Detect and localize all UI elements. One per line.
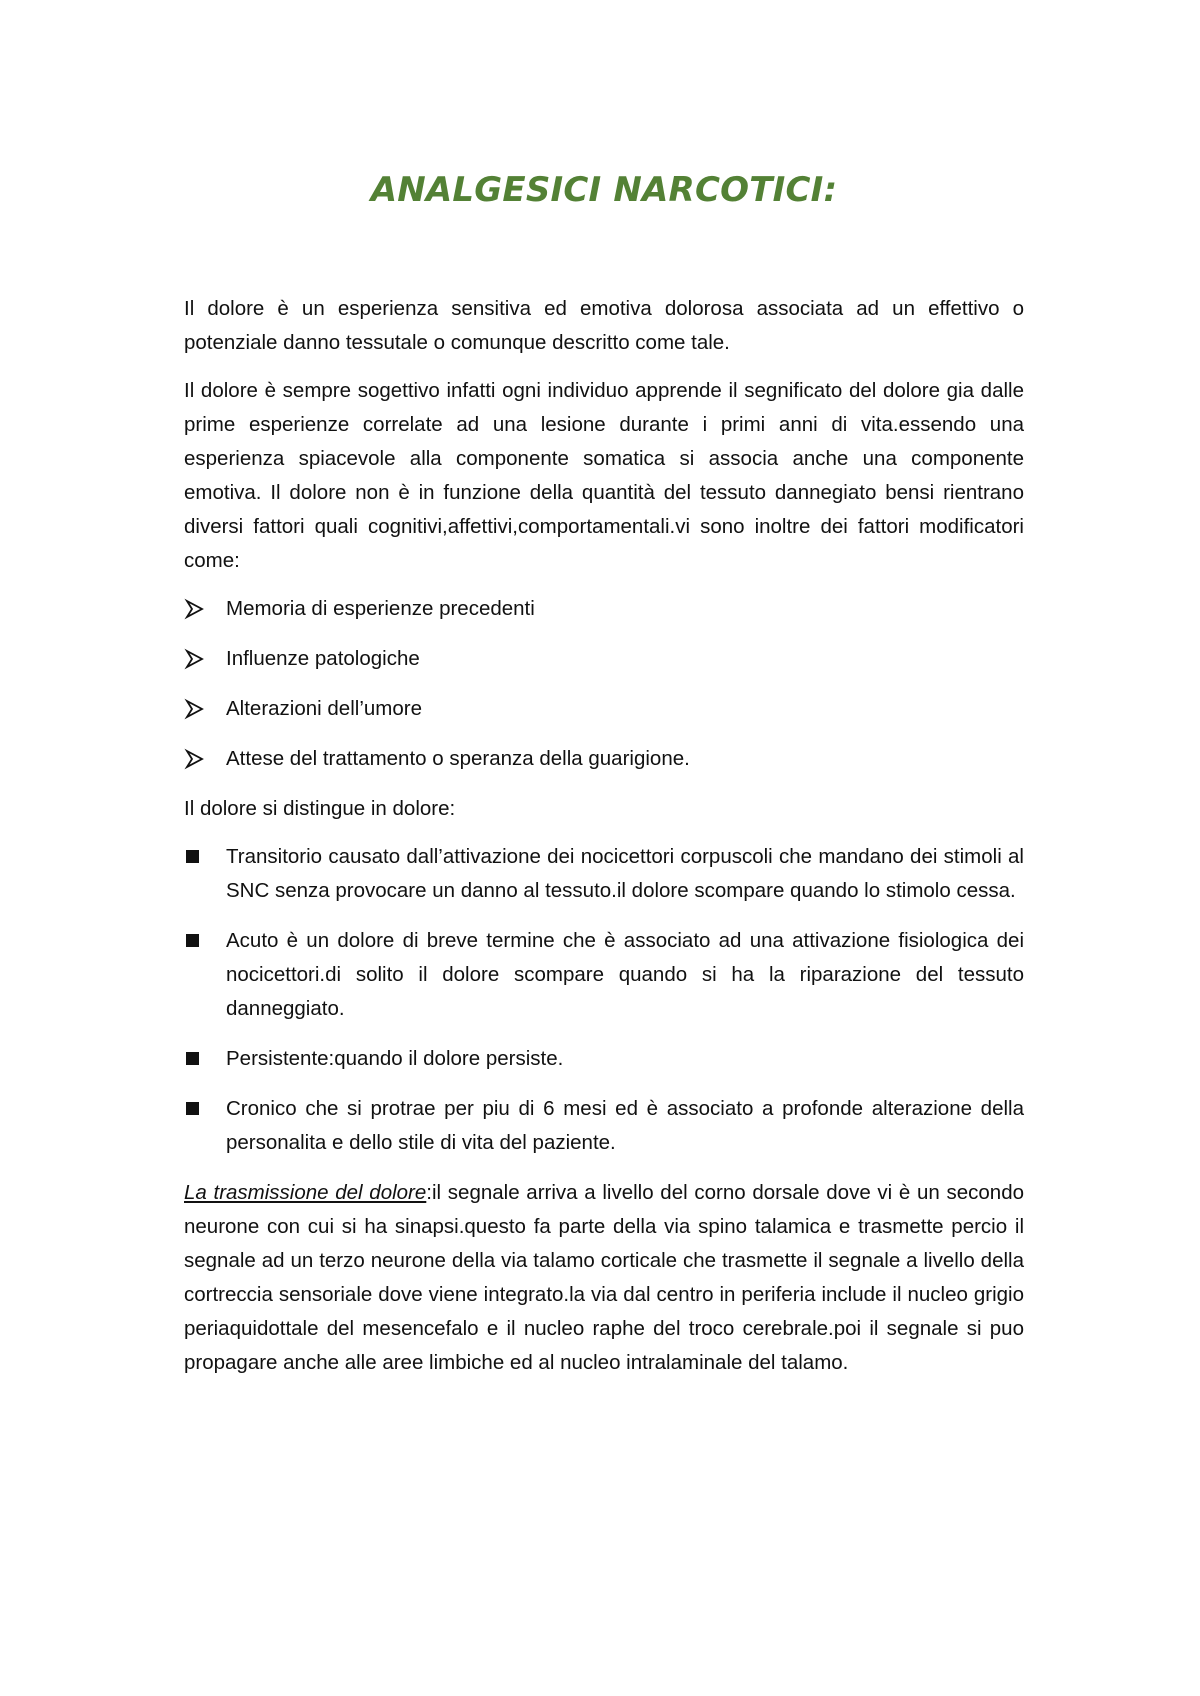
document-title: ANALGESICI NARCOTICI: [370,170,838,210]
list-item [184,840,1024,908]
list-item-text: Influenze patologiche [226,647,420,670]
transmission-text: :il segnale arriva a livello del corno dorsale dove vi è un secondo neurone con cui si ha sinapsi.questo fa parte della via spino talamica e trasmette percio il segnale ad un terzo neurone della via talamo corticale che trasmette il segnale a livello della cortreccia sensoriale dove viene integrato.la via dal centro in periferia include il nucleo grigio periaquidottale del mesencefalo e il nucleo raphe del troco cerebrale.poi il segnale si puo propagare anche alle aree limbiche ed al nucleo intralaminale del talamo. [184,1181,1025,1374]
arrowhead-bullet-icon [184,642,208,676]
list-item [184,1042,1024,1076]
list-item [184,592,1024,626]
square-bullet-icon [186,1102,199,1115]
list-item-text: Attese del trattamento o speranza della guarigione. [226,747,690,770]
list-item-text: Memoria di esperienze precedenti [226,597,535,620]
second-paragraph: Il dolore è sempre sogettivo infatti ogni individuo apprende il segnificato del dolore gia dalle prime esperienze correlate ad una lesione durante i primi anni di vita.essendo una esperienza spiacevole alla componente somatica si associa anche una componente emotiva. Il dolore non è in funzione della quantità del tessuto dannegiato bensi rientrano diversi fattori quali cognitivi,affettivi,comportamentali.vi sono inoltre dei fattori modificatori come: [184,379,1024,572]
distinction-intro: Il dolore si distingue in dolore: [184,797,456,820]
square-bullet-icon [186,934,199,947]
list-item [184,642,1024,676]
arrowhead-bullet-icon [184,692,208,726]
list-item [184,924,1024,1026]
arrowhead-bullet-icon [184,592,208,626]
list-item [184,742,1024,776]
transmission-paragraph [184,1176,1024,1380]
intro-paragraph: Il dolore è un esperienza sensitiva ed emotiva dolorosa associata ad un effettivo o potenziale danno tessutale o comunque descritto come tale. [184,297,1024,354]
list-item-text: Acuto è un dolore di breve termine che è associato ad una attivazione fisiologica dei nocicettori.di solito il dolore scompare quando si ha la riparazione del tessuto danneggiato. [226,929,1024,1020]
list-item-text: Cronico che si protrae per piu di 6 mesi ed è associato a profonde alterazione della personalita e dello stile di vita del paziente. [226,1097,1024,1154]
transmission-heading: La trasmissione del dolore [184,1181,427,1204]
document-body [184,292,1024,1394]
arrowhead-bullet-icon [184,742,208,776]
list-item [184,1092,1024,1160]
modifier-factors-list [184,592,1024,776]
list-item-text: Transitorio causato dall’attivazione dei nocicettori corpuscoli che mandano dei stimoli al SNC senza provocare un danno al tessuto.il dolore scompare quando lo stimolo cessa. [226,845,1024,902]
list-item-text: Alterazioni dell’umore [226,697,422,720]
list-item [184,692,1024,726]
square-bullet-icon [186,1052,199,1065]
square-bullet-icon [186,850,199,863]
list-item-text: Persistente:quando il dolore persiste. [226,1047,564,1070]
pain-types-list [184,840,1024,1160]
